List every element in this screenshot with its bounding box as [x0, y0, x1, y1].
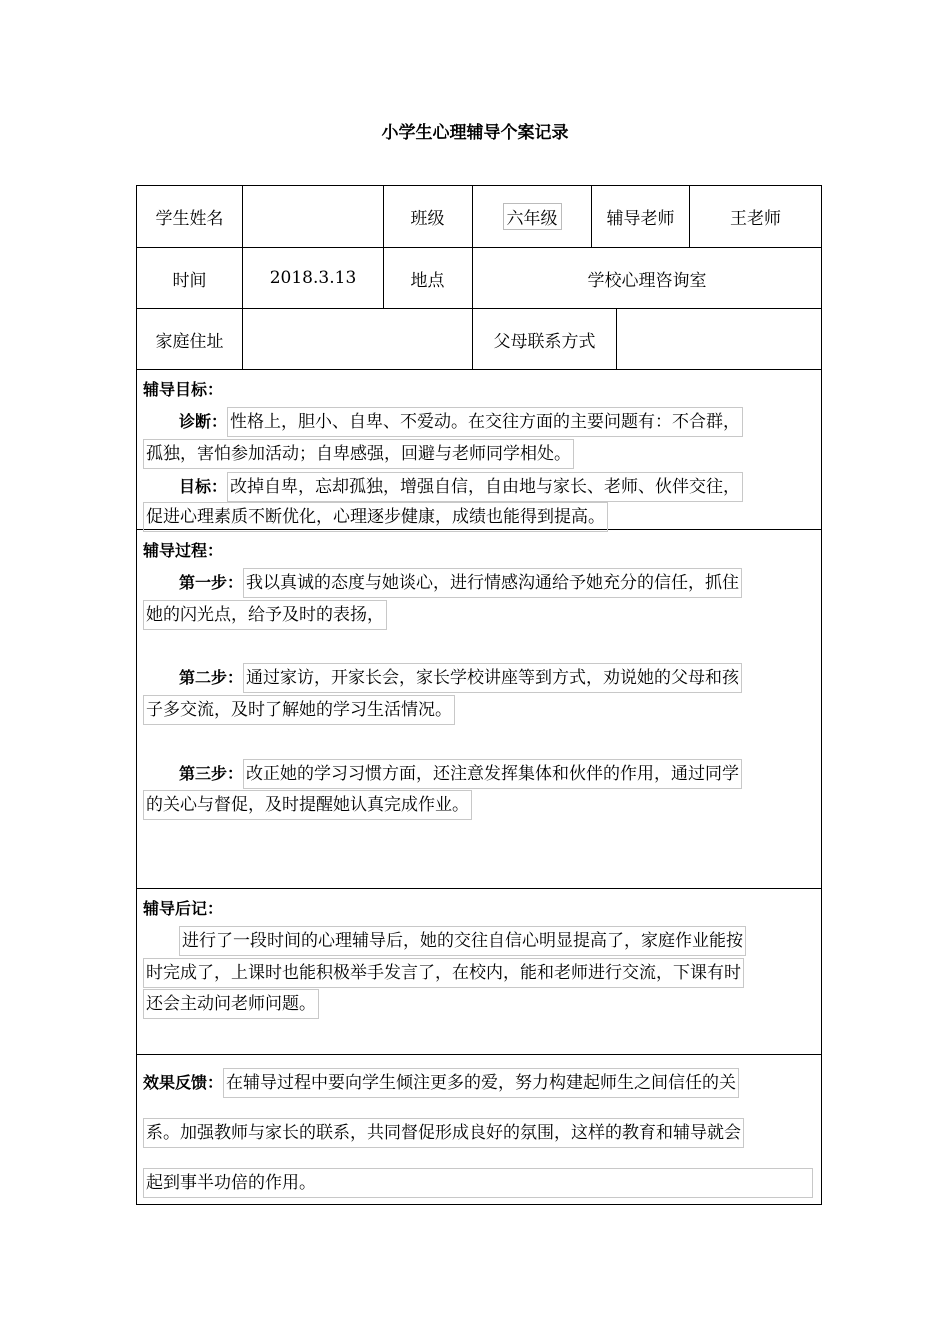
page-title: 小学生心理辅导个案记录: [381, 123, 569, 143]
step1-text-2: 她的闪光点，给予及时的表扬，: [143, 600, 387, 630]
step2-text-1: 通过家访，开家长会，家长学校讲座等到方式，劝说她的父母和孩: [243, 663, 742, 693]
address-value[interactable]: [243, 309, 472, 369]
step3-line-2: [143, 790, 472, 820]
step1-line-1: [143, 568, 742, 598]
process-heading: 辅导过程：: [143, 541, 224, 560]
diagnosis-line-1: [143, 407, 743, 437]
postscript-line-1: [143, 926, 746, 956]
target-line-2: [143, 502, 608, 532]
feedback-label: 效果反馈：: [143, 1073, 224, 1092]
feedback-line-3: [143, 1168, 813, 1198]
feedback-line-2: [143, 1118, 744, 1148]
place-label: 地点: [410, 270, 445, 291]
contact-label: 父母联系方式: [493, 331, 596, 352]
diagnosis-line-2: [143, 439, 574, 469]
time-label: 时间: [172, 270, 207, 291]
row-divider: [137, 1054, 821, 1055]
postscript-text-3: 还会主动问老师问题。: [143, 989, 319, 1019]
student-name-value[interactable]: [243, 186, 383, 247]
step2-line-1: [143, 663, 742, 693]
contact-value[interactable]: [617, 309, 821, 369]
diagnosis-text-1: 性格上，胆小、自卑、不爱动。在交往方面的主要问题有：不合群，: [227, 407, 743, 437]
feedback-text-3: 起到事半功倍的作用。: [143, 1168, 813, 1198]
step2-label: 第二步：: [179, 668, 244, 687]
step3-text-1: 改正她的学习习惯方面，还注意发挥集体和伙伴的作用，通过同学: [243, 759, 742, 789]
postscript-text-2: 时完成了，上课时也能积极举手发言了，在校内，能和老师进行交流，下课有时: [143, 958, 744, 988]
step3-line-1: [143, 759, 742, 789]
class-value-cell: [473, 186, 591, 247]
place-value[interactable]: 学校心理咨询室: [587, 270, 707, 291]
target-text-1: 改掉自卑，忘却孤独，增强自信，自由地与家长、老师、伙伴交往，: [227, 472, 743, 502]
teacher-value[interactable]: 王老师: [730, 209, 781, 229]
address-label: 家庭住址: [155, 331, 224, 352]
postscript-line-2: [143, 958, 744, 988]
class-label: 班级: [410, 209, 445, 229]
row-divider: [137, 369, 821, 370]
postscript-line-3: [143, 989, 319, 1019]
step1-label: 第一步：: [179, 573, 244, 592]
teacher-label: 辅导老师: [606, 209, 675, 229]
feedback-line-1: [143, 1068, 739, 1098]
postscript-heading: 辅导后记：: [143, 899, 224, 918]
step3-text-2: 的关心与督促，及时提醒她认真完成作业。: [143, 790, 472, 820]
record-table: [136, 185, 822, 1205]
step1-line-2: [143, 600, 387, 630]
class-value[interactable]: 六年级: [503, 203, 562, 230]
step2-line-2: [143, 695, 455, 725]
goals-heading: 辅导目标：: [143, 380, 224, 399]
target-text-2: 促进心理素质不断优化，心理逐步健康，成绩也能得到提高。: [143, 502, 608, 532]
target-line-1: [143, 472, 743, 502]
step1-text-1: 我以真诚的态度与她谈心，进行情感沟通给予她充分的信任，抓住: [243, 568, 742, 598]
postscript-text-1: 进行了一段时间的心理辅导后，她的交往自信心明显提高了，家庭作业能按: [179, 926, 746, 956]
feedback-text-1: 在辅导过程中要向学生倾注更多的爱，努力构建起师生之间信任的关: [223, 1068, 739, 1098]
feedback-text-2: 系。加强教师与家长的联系，共同督促形成良好的氛围，这样的教育和辅导就会: [143, 1118, 744, 1148]
student-name-label: 学生姓名: [155, 209, 224, 229]
row-divider: [137, 888, 821, 889]
diagnosis-text-2: 孤独，害怕参加活动；自卑感强，回避与老师同学相处。: [143, 439, 574, 469]
step2-text-2: 子多交流，及时了解她的学习生活情况。: [143, 695, 455, 725]
step3-label: 第三步：: [179, 764, 244, 783]
diagnosis-label: 诊断：: [179, 412, 228, 431]
target-label: 目标：: [179, 477, 228, 496]
time-value[interactable]: 2018.3.13: [269, 268, 357, 288]
